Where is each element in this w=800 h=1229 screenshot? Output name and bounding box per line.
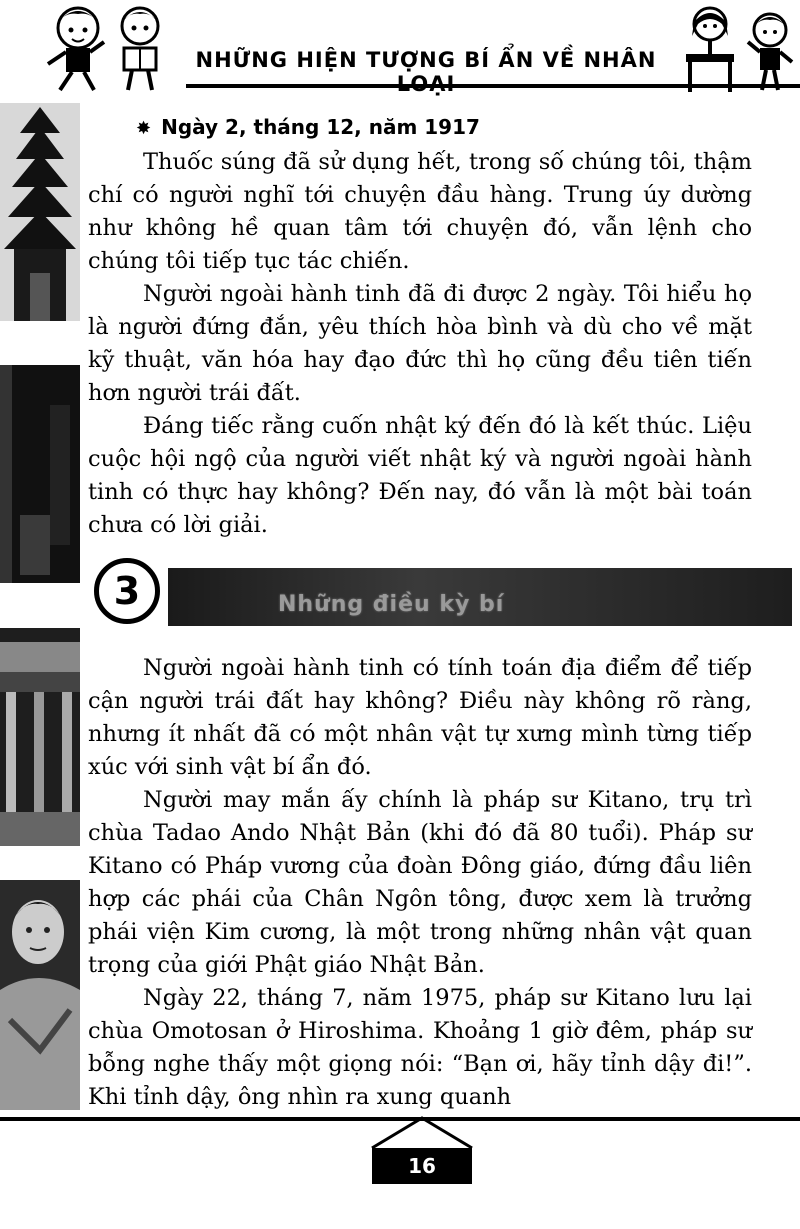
cartoon-boy-running-icon <box>40 2 110 94</box>
cartoon-boy-reading-icon <box>110 2 172 94</box>
running-header-title: NHỮNG HIỆN TƯỢNG BÍ ẨN VỀ NHÂN <box>195 48 657 72</box>
cartoon-girl-at-desk-icon <box>680 2 740 94</box>
pagoda-photo <box>0 103 80 321</box>
section-number: 3 <box>94 558 160 624</box>
paragraph: Người ngoài hành tinh đã đi được 2 ngày. Tôi hiểu họ là người đứng đắn, yêu thích hòa bình và dù cho về mặt kỹ thuật, văn hóa hay đạo đức thì họ cũng đều tiên tiến hơn người trái đất. <box>88 281 752 406</box>
page-number: 16 <box>372 1148 472 1184</box>
paragraph: Người ngoài hành tinh có tính toán địa điểm để tiếp cận người trái đất hay không? Điều này không rõ ràng, nhưng ít nhất đã có một nhân vật tự xưng mình từng tiếp xúc với sinh vật bí ẩn đó. <box>88 655 752 780</box>
paragraph: Ngày 22, tháng 7, năm 1975, pháp sư Kitano lưu lại chùa Omotosan ở Hiroshima. Khoảng 1 giờ đêm, pháp sư bỗng nghe thấy một giọng nói: “Bạn ơi, hãy tỉnh dậy đi!”. Khi tỉnh dậy, ông nhìn ra xung quanh <box>88 985 752 1110</box>
temple-photo <box>0 628 80 846</box>
asterisk-bullet-icon: ✸ <box>136 118 152 139</box>
cartoon-child-icon <box>742 2 798 94</box>
page-tab-ornament-icon <box>370 1114 474 1150</box>
page-content <box>88 108 752 1114</box>
dark-photo <box>0 365 80 583</box>
section-title-bar <box>168 568 792 626</box>
diary-entry-heading <box>136 108 752 146</box>
paragraph: Đáng tiếc rằng cuốn nhật ký đến đó là kết thúc. Liệu cuộc hội ngộ của người viết nhật ký và người ngoài hành tinh có thực hay không? Đến nay, đó vẫn là một bài toán chưa có lời giải. <box>88 413 752 538</box>
section-title: Những điều kỳ bí <box>278 592 505 617</box>
paragraph: Người may mắn ấy chính là pháp sư Kitano, trụ trì chùa Tadao Ando Nhật Bản (khi đó đã 80 tuổi). Pháp sư Kitano có Pháp vương của đoàn Đông giáo, đứng đầu liên hợp các phái của Chân Ngôn tông, được xem là trưởng phái viện Kim cương, là một trong những nhân vật quan trọng của giới Phật giáo Nhật Bản. <box>88 787 752 978</box>
paragraph: Thuốc súng đã sử dụng hết, trong số chúng tôi, thậm chí có người nghĩ tới chuyện đầu hàng. Trung úy dường như không hề quan tâm tới chuyện đó, vẫn lệnh cho chúng tôi tiếp tục tác chiến. <box>88 149 752 274</box>
section-banner <box>88 556 752 634</box>
diary-date: Ngày 2, tháng 12, năm 1917 <box>161 115 480 139</box>
monk-portrait-photo <box>0 880 80 1110</box>
page-header <box>0 0 800 98</box>
